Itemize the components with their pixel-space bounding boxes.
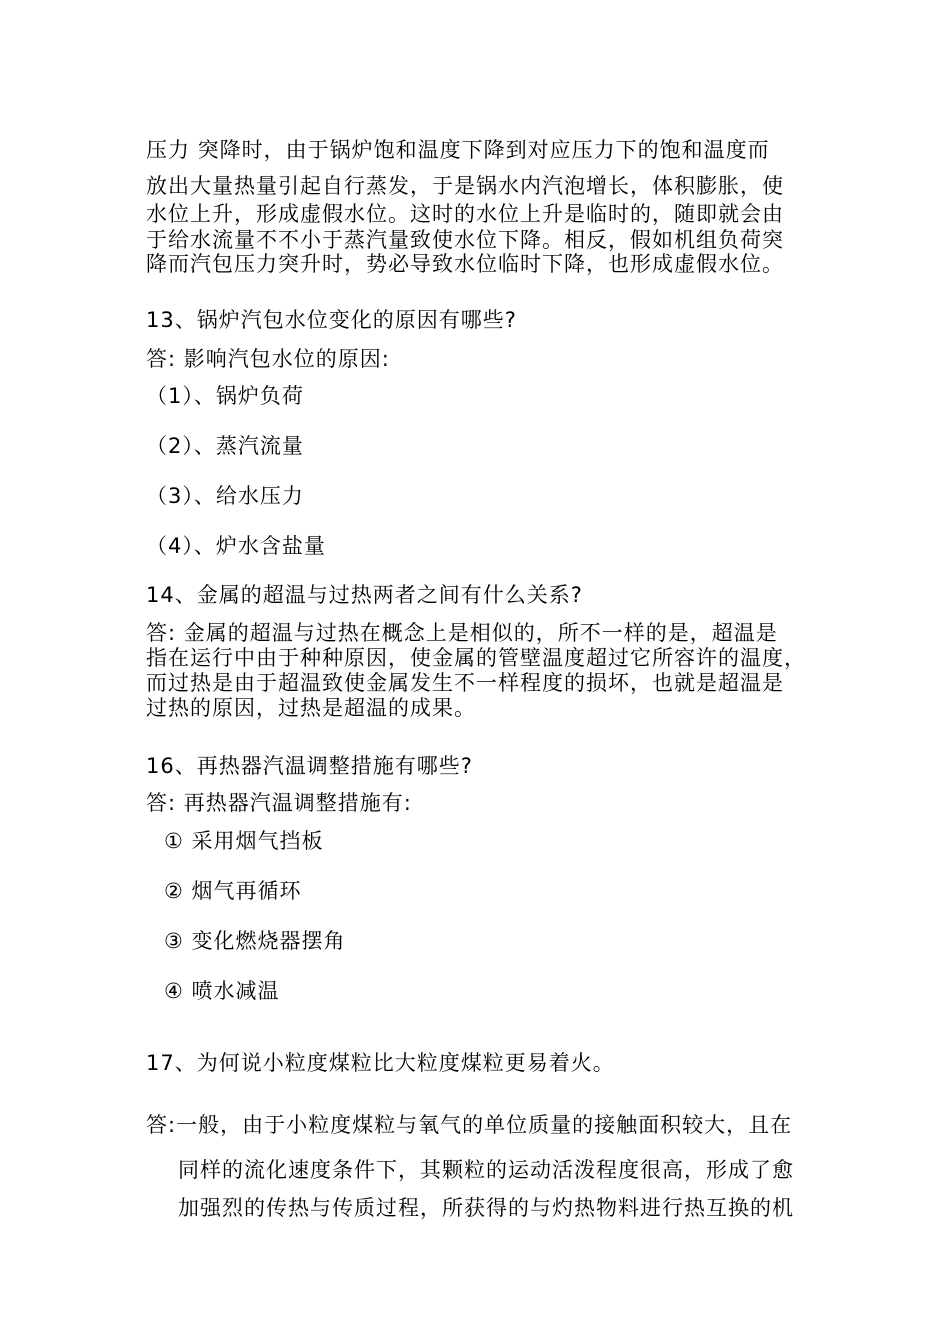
answer-intro: 答: 影响汽包水位的原因: [146, 347, 390, 371]
list-item: ② 烟气再循环 [164, 879, 302, 903]
answer-line: 同样的流化速度条件下，其颗粒的运动活泼程度很高，形成了愈 [178, 1158, 794, 1182]
question-heading: 16、再热器汽温调整措施有哪些? [146, 754, 473, 778]
answer-line: 答:一般，由于小粒度煤粒与氧气的单位质量的接触面积较大，且在 [146, 1113, 793, 1137]
question-heading: 17、为何说小粒度煤粒比大粒度煤粒更易着火。 [146, 1051, 615, 1075]
list-item: ④ 喷水减温 [164, 979, 280, 1003]
answer-line: 答: 金属的超温与过热在概念上是相似的，所不一样的是，超温是 [146, 621, 778, 645]
answer-line: 而过热是由于超温致使金属发生不一样程度的损坏，也就是超温是 [146, 671, 784, 695]
paragraph-line: 放出大量热量引起自行蒸发，于是锅水内汽泡增长，体积膨胀，使 [146, 174, 784, 198]
list-item: （3）、给水压力 [146, 484, 304, 508]
answer-line: 过热的原因，过热是超温的成果。 [146, 696, 476, 720]
answer-line: 指在运行中由于种种原因，使金属的管壁温度超过它所容许的温度， [146, 646, 806, 670]
list-item: （4）、炉水含盐量 [146, 534, 326, 558]
answer-intro: 答: 再热器汽温调整措施有: [146, 791, 412, 815]
list-item: ③ 变化燃烧器摆角 [164, 929, 346, 953]
list-item: （2）、蒸汽流量 [146, 434, 304, 458]
paragraph-line: 于给水流量不不小于蒸汽量致使水位下降。相反，假如机组负荷突 [146, 228, 784, 252]
question-heading: 13、锅炉汽包水位变化的原因有哪些? [146, 308, 517, 332]
answer-line: 加强烈的传热与传质过程，所获得的与灼热物料进行热互换的机 [178, 1196, 794, 1220]
paragraph-line: 降而汽包压力突升时，势必导致水位临时下降，也形成虚假水位。 [146, 252, 784, 276]
paragraph-line: 水位上升，形成虚假水位。这时的水位上升是临时的，随即就会由 [146, 202, 784, 226]
list-item: ① 采用烟气挡板 [164, 829, 324, 853]
question-heading: 14、金属的超温与过热两者之间有什么关系? [146, 583, 583, 607]
list-item: （1）、锅炉负荷 [146, 384, 304, 408]
paragraph-line: 压力 突降时，由于锅炉饱和温度下降到对应压力下的饱和温度而 [146, 138, 770, 162]
